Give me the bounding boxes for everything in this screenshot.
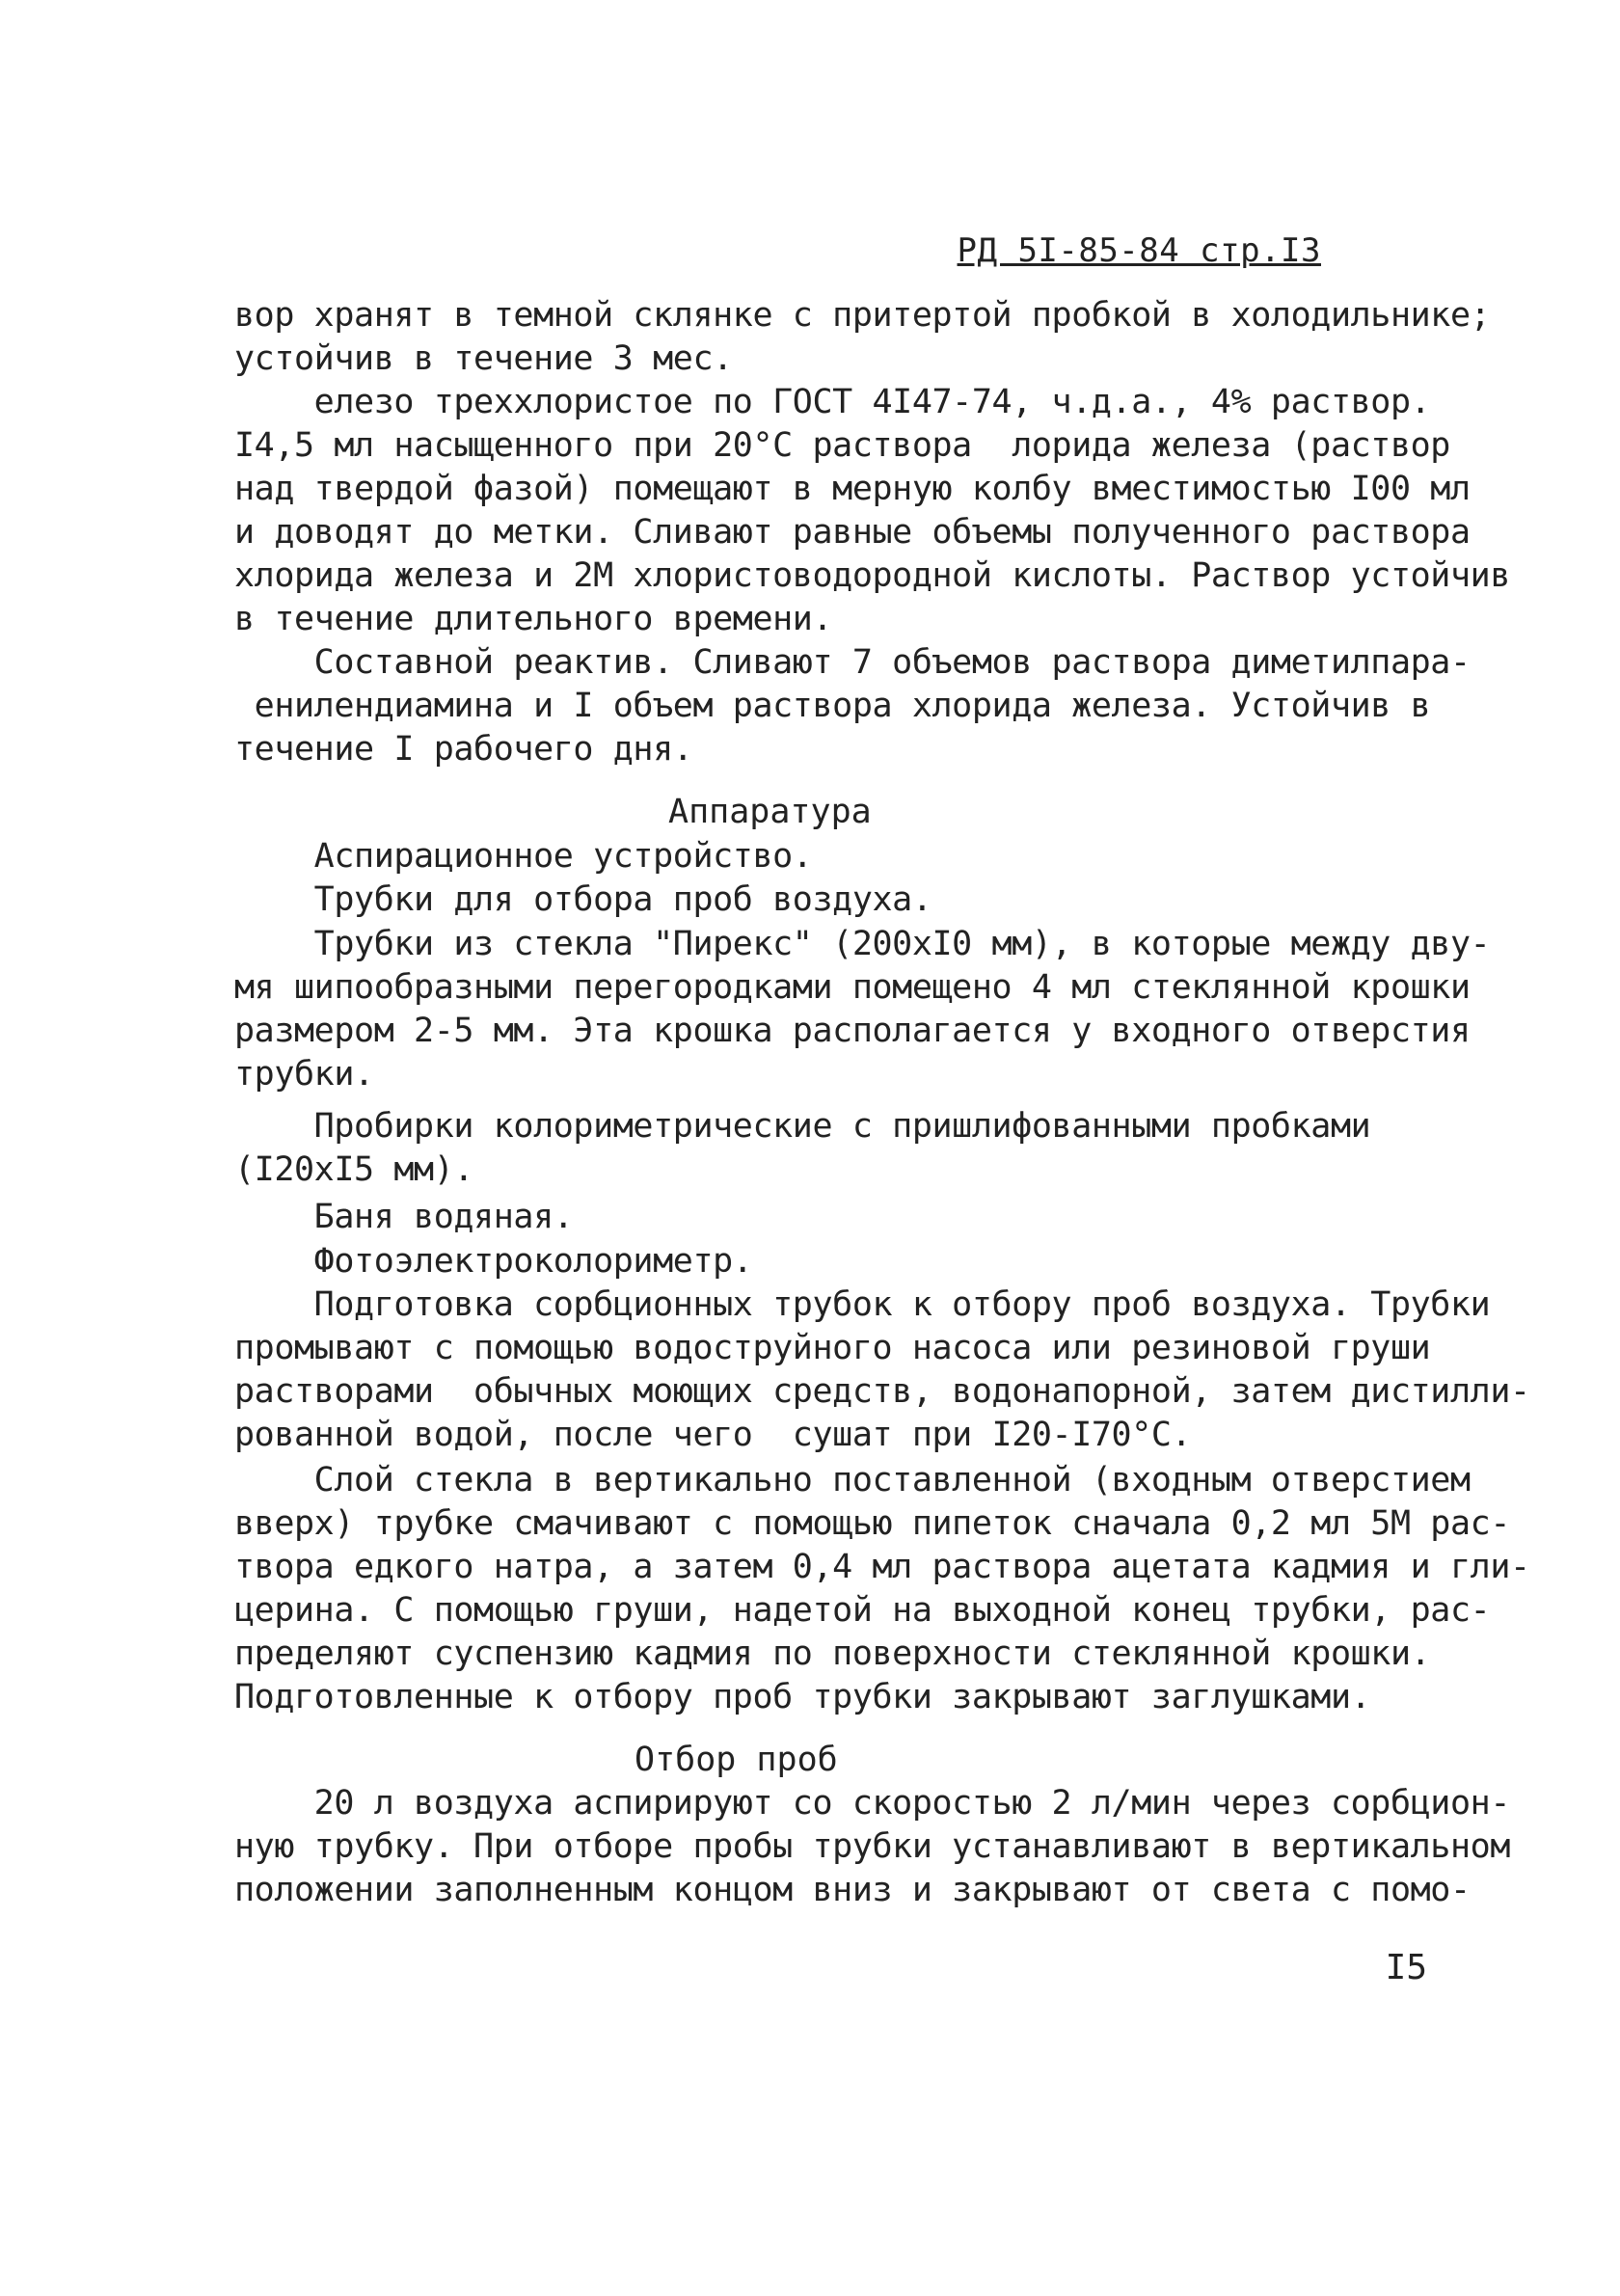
text-line: Трубки из стекла "Пирекс" (200хI0 мм), в которые между дву- [234,925,1491,963]
text-line: енилендиамина и I объем раствора хлорида железа. Устойчив в [234,687,1431,725]
text-line: устойчив в течение 3 мес. [234,339,733,378]
document-header: РД 5I-85-84 стр.I3 [957,231,1321,270]
text-line: вверх) трубке смачивают с помощью пипеток сначала 0,2 мл 5М рас- [234,1504,1510,1543]
text-line: хлорида железа и 2М хлористоводородной кислоты. Раствор устойчив [234,556,1510,595]
text-line: Трубки для отбора проб воздуха. [234,880,932,919]
text-line: Фотоэлектроколориметр. [234,1242,753,1281]
text-line: Подготовка сорбционных трубок к отбору проб воздуха. Трубки [234,1285,1491,1324]
text-line: Баня водяная. [234,1198,574,1236]
section-heading-sampling: Отбор проб [634,1741,838,1779]
text-line: ную трубку. При отборе пробы трубки устанавливают в вертикальном [234,1827,1510,1866]
text-line: мя шипообразными перегородками помещено 4 мл стеклянной крошки [234,968,1471,1007]
text-line: Пробирки колориметрические с пришлифованными пробками [234,1107,1371,1146]
text-line: размером 2-5 мм. Эта крошка располагается у входного отверстия [234,1012,1471,1050]
text-line: 20 л воздуха аспирируют со скоростью 2 л/мин через сорбцион- [234,1784,1510,1823]
text-line: положении заполненным концом вниз и закрывают от света с помо- [234,1871,1471,1909]
text-line: твора едкого натра, а затем 0,4 мл раствора ацетата кадмия и гли- [234,1548,1530,1586]
text-line: промывают с помощью водоструйного насоса или резиновой груши [234,1329,1431,1367]
text-line: трубки. [234,1055,374,1094]
text-line: I4,5 мл насыщенного при 20°С раствора лорида железа (раствор [234,426,1450,465]
text-line: Слой стекла в вертикально поставленной (входным отверстием [234,1461,1471,1499]
text-line: Подготовленные к отбору проб трубки закрывают заглушками. [234,1678,1371,1716]
text-line: растворами обычных моющих средств, водонапорной, затем дистилли- [234,1372,1530,1411]
text-line: церина. С помощью груши, надетой на выходной конец трубки, рас- [234,1591,1491,1630]
text-line: в течение длительного времени. [234,600,833,638]
text-line: елезо треххлористое по ГОСТ 4I47-74, ч.д.а., 4% раствор. [234,383,1431,421]
text-line: вор хранят в темной склянке с притертой пробкой в холодильнике; [234,296,1491,335]
text-line: (I20хI5 мм). [234,1150,474,1189]
page-number: I5 [1385,1948,1427,1987]
section-heading-apparatus: Аппаратура [668,793,872,831]
text-line: рованной водой, после чего сушат при I20-I70°С. [234,1416,1192,1454]
text-line: течение I рабочего дня. [234,730,693,769]
text-line: над твердой фазой) помещают в мерную колбу вместимостью I00 мл [234,470,1471,508]
text-line: пределяют суспензию кадмия по поверхности стеклянной крошки. [234,1634,1431,1673]
text-line: Аспирационное устройство. [234,837,813,876]
text-line: Составной реактив. Сливают 7 объемов раствора диметилпара- [234,643,1471,682]
text-line: и доводят до метки. Сливают равные объемы полученного раствора [234,513,1471,552]
